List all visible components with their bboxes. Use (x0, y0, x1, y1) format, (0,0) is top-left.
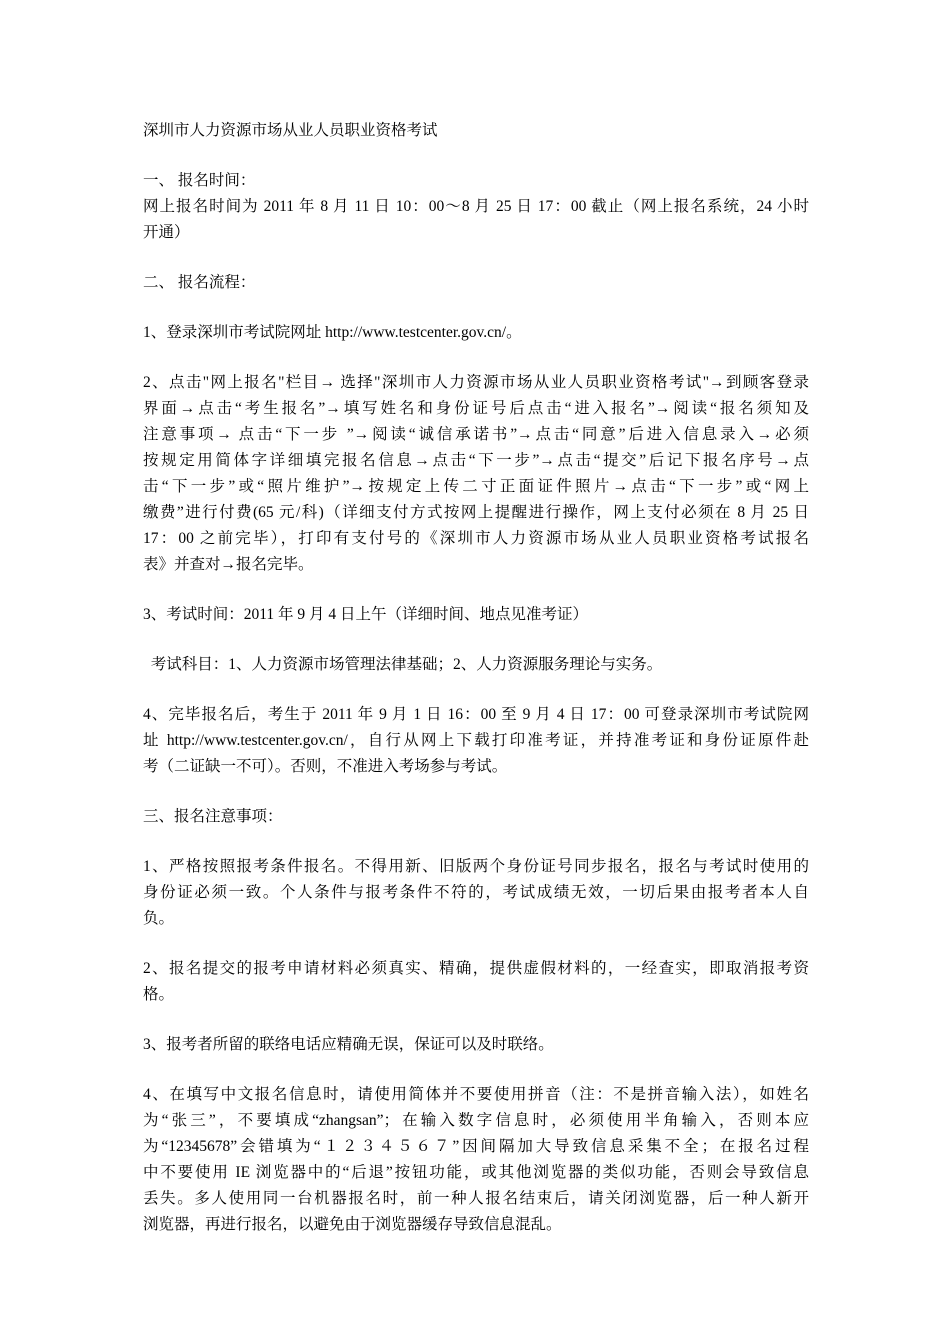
paragraph-line: 2、报名提交的报考申请材料必须真实、精确，提供虚假材料的，一经查实，即取消报考资 (143, 960, 809, 977)
paragraph-line: 2、点击"网上报名"栏目→ 选择"深圳市人力资源市场从业人员职业资格考试"→到顾客登录 (143, 374, 809, 391)
paragraph-line: 注意事项→ 点击“下一步 ”→阅读“诚信承诺书”→点击“同意”后进入信息录入→必须 (143, 426, 809, 443)
note-4-paragraph (143, 1082, 809, 1238)
step-3-paragraph: 3、考试时间：2011 年 9 月 4 日上午（详细时间、地点见准考证） (143, 606, 589, 623)
paragraph-line: 丢失。多人使用同一台机器报名时，前一种人报名结束后，请关闭浏览器，后一种人新开 (143, 1190, 809, 1207)
paragraph-line: 按规定用简体字详细填完报名信息→点击“下一步”→点击“提交”后记下报名序号→点 (143, 452, 809, 469)
paragraph-line: 为“12345678”会错填为“１２３４５６７”因间隔加大导致信息采集不全；在报名过程 (143, 1138, 809, 1155)
paragraph-line: 开通） (143, 224, 190, 241)
paragraph-line: 击“下一步”或“照片维护”→按规定上传二寸正面证件照片→点击“下一步”或“网上 (143, 478, 809, 495)
section-heading-registration-process: 二、 报名流程： (143, 274, 256, 291)
paragraph-line: 网上报名时间为 2011 年 8 月 11 日 10：00～8 月 25 日 17：00 截止（网上报名系统，24 小时 (143, 198, 809, 215)
paragraph-line: 中不要使用 IE 浏览器中的“后退”按钮功能，或其他浏览器的类似功能，否则会导致信息 (143, 1164, 809, 1181)
section-heading-registration-time: 一、 报名时间： (143, 172, 256, 189)
note-2-paragraph (143, 956, 809, 1008)
paragraph-line: 格。 (143, 986, 175, 1003)
paragraph-line: 表》并查对→报名完毕。 (143, 556, 314, 573)
exam-subjects-paragraph: 考试科目：1、人力资源市场管理法律基础；2、人力资源服务理论与实务。 (143, 656, 663, 673)
paragraph-line: 身份证必须一致。个人条件与报考条件不符的，考试成绩无效，一切后果由报考者本人自 (143, 884, 809, 901)
paragraph-line: 4、完毕报名后，考生于 2011 年 9 月 1 日 16：00 至 9 月 4 日 17：00 可登录深圳市考试院网 (143, 706, 809, 723)
paragraph-line: 考（二证缺一不可）。否则，不准进入考场参与考试。 (143, 758, 508, 775)
step-1-paragraph: 1、登录深圳市考试院网址 http://www.testcenter.gov.cn/。 (143, 324, 522, 341)
step-2-paragraph (143, 370, 809, 578)
paragraph-line: 4、在填写中文报名信息时，请使用简体并不要使用拼音（注：不是拼音输入法），如姓名 (143, 1086, 809, 1103)
note-1-paragraph (143, 854, 809, 932)
paragraph-line: 为“张三”，不要填成“zhangsan”；在输入数字信息时，必须使用半角输入，否则本应 (143, 1112, 809, 1129)
step-4-paragraph (143, 702, 809, 780)
paragraph-line: 浏览器，再进行报名，以避免由于浏览器缓存导致信息混乱。 (143, 1216, 562, 1233)
paragraph-line: 负。 (143, 910, 175, 927)
section-heading-notes: 三、报名注意事项： (143, 808, 283, 825)
paragraph-line: 1、严格按照报考条件报名。不得用新、旧版两个身份证号同步报名，报名与考试时使用的 (143, 858, 809, 875)
document-title: 深圳市人力资源市场从业人员职业资格考试 (143, 122, 438, 139)
paragraph-line: 缴费”进行付费(65 元/科)（详细支付方式按网上提醒进行操作，网上支付必须在 8 月 25 日 (143, 504, 809, 521)
document-page (143, 118, 809, 1238)
paragraph-line: 17：00 之前完毕），打印有支付号的《深圳市人力资源市场从业人员职业资格考试报名 (143, 530, 809, 547)
paragraph-line: 界面→点击“考生报名”→填写姓名和身份证号后点击“进入报名”→阅读“报名须知及 (143, 400, 809, 417)
paragraph-line: 址 http://www.testcenter.gov.cn/，自行从网上下载打印准考证，并持准考证和身份证原件赴 (143, 732, 809, 749)
note-3-paragraph: 3、报考者所留的联络电话应精确无误，保证可以及时联络。 (143, 1036, 554, 1053)
